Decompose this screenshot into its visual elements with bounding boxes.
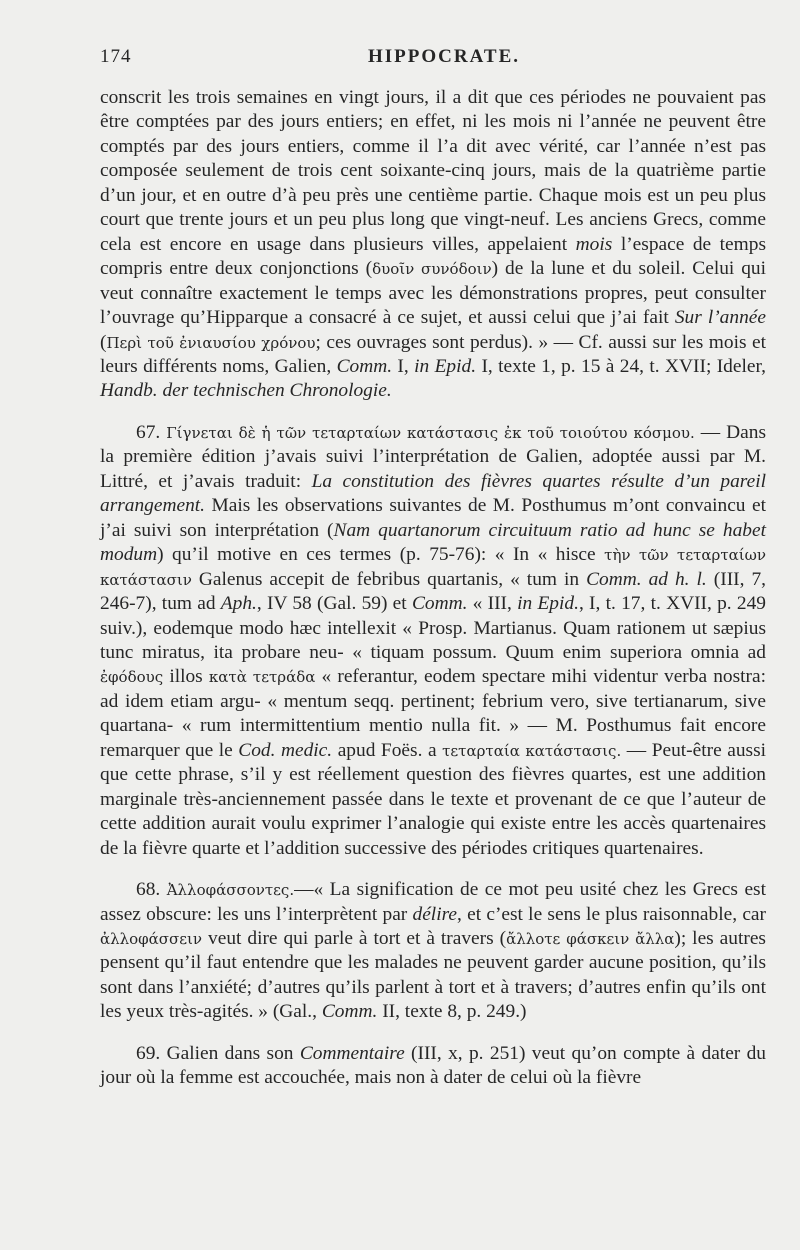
page-header [100,46,765,76]
italic-text: Comm. ad h. l. [586,568,707,590]
text-run: , et c’est le sens le plus raisonnable, car [457,903,766,925]
italic-text: délire [412,903,458,925]
text-run: veut dire qui parle à tort et à travers ( [202,927,507,949]
italic-text: La constitution des fièvres quartes résulte d’un pareil arrangement. [100,470,766,517]
text-run: (III, 7, 246-7), tum ad [100,568,767,615]
paragraph-continuation [100,86,766,404]
italic-text: Comm. [336,355,393,377]
italic-text: Aph. [220,593,257,615]
greek-text: δυοῖν συνόδοιν [372,260,492,279]
italic-text: Comm. [321,1001,378,1023]
text-run: Galenus accepit de febribus quartanis, « tum in [191,568,587,590]
text-run: (III, x, p. 251) veut qu’on compte à dater du jour où la femme est accouchée, mais non à dater de celui où la fièvre [100,1042,767,1089]
greek-text: ἐφόδους [100,668,164,687]
text-run: ) de la lune et du soleil. Celui qui veut connaître exactement le temps avec les démonstrations propres, peut consulter l’ouvrage qu’Hipparque a consacré à ce sujet, et aussi celui que j’ai fait [100,258,766,329]
greek-text: ἄλλοτε φάσκειν ἄλλα [506,929,675,948]
greek-text: Ἀλλοφάσσοντες. [166,881,295,900]
text-run: , I, t. 17, t. XVII, p. 249 suiv.), eodemque modo hæc intellexit « Prosp. Martianus. Quam rationem ut sæpius tunc miratus, ita probare neu- « tiquam possum. Quum enim superiora omnia ad [100,593,767,663]
greek-text: Περὶ τοῦ ἐνιαυσίου χρόνου [106,333,316,352]
text-run: ) qu’il motive en ces termes (p. 75-76): « In « hisce [157,544,605,566]
note-68 [100,878,766,1025]
text-run: l’espace de temps compris entre deux conjonctions ( [100,233,766,280]
italic-text: mois [575,233,613,255]
text-run: I, texte 1, p. 15 à 24, t. XVII; Ideler, [476,355,766,377]
italic-text: Handb. der technischen Chronologie. [100,380,392,402]
text-run: ; ces ouvrages sont perdus). » — Cf. aussi sur les mois et leurs différents noms, Galien, [100,331,766,377]
italic-text: Comm. [411,593,468,615]
text-run: 69. Galien dans son [136,1042,300,1064]
text-run: illos [163,666,209,688]
text-run: — Dans la première édition j’avais suivi l’interprétation de Galien, adoptée aussi par M. Littré, et j’avais traduit: [100,421,767,492]
text-run: « referantur, eodem spectare mihi videntur verba nostra: ad idem etiam argu- « mentum seqq. pertinent; febrium vero, sive tertianarum, sive quartana- « rum intermittentium mentio nulla fit. » — M. Posthumus fait encore remarquer que le [100,666,766,761]
italic-text: Sur l’année [674,307,766,329]
text-run: ); les autres pensent qu’il faut entendre que les malades ne peuvent garder aucune position, qu’ils sont dans l’anxiété; d’autres qu’ils parlent à tort et à travers; d’autres enfin qu’ils ont les yeux très-agités. » (Gal., [100,927,766,1023]
text-run: , IV 58 (Gal. 59) et [256,593,412,615]
text-run: I, [392,355,415,377]
text-run: 68. [136,879,167,901]
italic-text: Nam quartanorum circuituum ratio ad hunc se habet modum [100,519,767,566]
text-run: — Peut-être aussi que cette phrase, s’il y est réellement question des fièvres quartes, est une addition marginale très-anciennement passée dans le texte et provenant de ce que l’auteur de cette addition aurait voulu exprimer l’analogie qui existe entre les accès quartenaires de la fièvre quarte et l’addition successive des périodes critiques quartenaires. [100,739,767,859]
text-run: « III, [467,593,518,615]
page-body [100,86,766,1091]
text-run: conscrit les trois semaines en vingt jours, il a dit que ces périodes ne pouvaient pas être comptées par des jours entiers; en effet, ni les mois ni l’année ne peuvent être comptés par des jours entiers, comme il l’a dit avec vérité, car l’année n’est pas composée seulement de trois cent soixante-cinq jours, mais de la quatrième partie d’un jour, et en outre d’à peu près une centième partie. Chaque mois est un peu plus court que trente jours et un peu plus long que vingt-neuf. Les anciens Grecs, comme cela est encore en usage dans plusieurs villes, appelaient [100,87,766,255]
greek-text: ἀλλοφάσσειν [100,929,203,948]
note-67 [100,421,766,861]
greek-text: Γίγνεται δὲ ἡ τῶν τεταρταίων κατάστασις ἐκ τοῦ τοιούτου κόσμου. [166,423,695,442]
text-run: 67. [136,421,167,443]
text-run: apud Foës. a [332,739,443,761]
italic-text: in Epid. [414,355,477,377]
italic-text: Cod. medic. [238,739,333,761]
text-run: Mais les observations suivantes de M. Posthumus m’ont convaincu et j’ai suivi son interprétation ( [100,495,766,541]
italic-text: Commentaire [299,1042,405,1064]
greek-text: τὴν τῶν τεταρταίων κατάστασιν [100,546,766,589]
text-run: II, texte 8, p. 249.) [377,1001,527,1023]
page-number: 174 [100,46,132,67]
text-run: —« La signification de ce mot peu usité chez les Grecs est assez obscure: les uns l’interprètent par [100,879,766,925]
running-head: HIPPOCRATE. [368,46,521,67]
italic-text: in Epid. [517,593,579,615]
note-69 [100,1042,766,1091]
text-run: ( [100,331,107,353]
greek-text: τεταρταία κατάστασις. [442,741,622,760]
greek-text: κατὰ τετράδα [208,668,316,687]
